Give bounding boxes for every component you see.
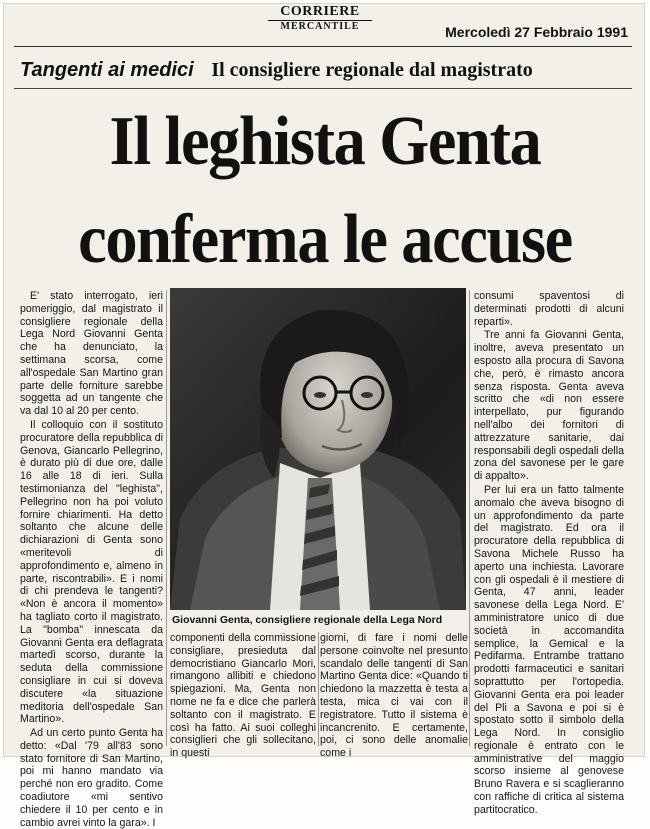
column-divider xyxy=(166,290,167,746)
headline-line-2: conferma le accuse xyxy=(78,201,572,278)
kicker-subtitle: Il consigliere regionale dal magistrato xyxy=(211,59,533,81)
portrait-illustration xyxy=(170,288,466,610)
paragraph: Ad un certo punto Genta ha detto: «Dal '79 all'83 sono stato fornitore di San Martino, poi mi hanno mandato via perché non ero gradito. Come coadiutore «mi sentivo chiedere il 10 per cento e in cambio avrei vinto la gara». I xyxy=(20,727,163,829)
masthead-name: CORRIERE xyxy=(268,4,372,21)
article-column-3 xyxy=(474,290,624,816)
masthead-subname: MERCANTILE xyxy=(280,21,360,32)
kicker-topic: Tangenti ai medici xyxy=(20,59,194,81)
article-column-2a xyxy=(170,632,316,760)
portrait-photo xyxy=(170,288,466,610)
dateline: Mercoledì 27 Febbraio 1991 xyxy=(445,24,628,40)
kicker xyxy=(20,58,533,82)
column-divider xyxy=(469,290,470,746)
masthead xyxy=(268,4,372,33)
headline-line-1: Il leghista Genta xyxy=(109,103,541,180)
paragraph: Tre anni fa Giovanni Genta, inoltre, aveva presentato un esposto alla procura di Savona che, però, è rimasto ancora senza risposta. Genta aveva scritto che «di non essere interpellato, pur figurando nell'albo dei fornitori di attrezzature sanitarie, dai responsabili degli ospedali della zona del savonese per le gare di appalto». xyxy=(474,329,624,483)
paragraph: giorni, di fare i nomi delle persone coinvolte nel presunto scandalo delle tangenti di San Martino Genta dice: «Quando ti chiedono la mazzetta è testa a testa, mica ci vai con il registratore. Tutto il sistema è incancrenito. E certamente, poi, ci sono delle anomalie come i xyxy=(320,632,468,760)
paragraph: componenti della commissione consigliare, presieduta dal democristiano Giancarlo Mori, rimangono allibiti e chiedono spiegazioni. Ma, Genta non nome ne fa e dice che parlerà soltanto con il magistrato. E così ha fatto. Ai suoi colleghi consiglieri che gli sollecitano, in questi xyxy=(170,632,316,760)
paragraph: E' stato interrogato, ieri pomeriggio, dal magistrato il consigliere regionale della Lega Nord Giovanni Genta che ha denunciato, la settimana scorsa, come all'ospedale San Martino gran parte delle forniture sarebbe soggetta ad un tangente che va dal 10 al 20 per cento. xyxy=(20,290,163,418)
article-column-2b xyxy=(320,632,468,760)
column-divider xyxy=(318,632,319,746)
paragraph: Per lui era un fatto talmente anomalo che aveva bisogno di un approfondimento da parte del magistrato. Ed ora il procuratore della repubblica di Savona Michele Russo ha aperto una inchiesta. Lavorare con gli ospedali è il mestiere di Genta, 47 anni, leader savonese della Lega Nord. E' amministratore unico di due società in accomandita semplice, la Gemical e la Pedifarma. Entrambe trattano prodotti farmaceutici e sanitari soprattutto per l'ortopedia. Giovanni Genta era poi leader del Pli a Savona e poi si è spostato sotto il simbolo della Lega Nord. In consiglio regionale è entrato con le amministrative del maggio scorso insieme al genovese Bruno Ravera e si scaglieranno con raffiche di critica al sistema partitocratico. xyxy=(474,483,624,816)
article-column-1 xyxy=(20,290,163,829)
paragraph: Il colloquio con il sostituto procuratore della repubblica di Genova, Giancarlo Pellegrino, è durato più di due ore, dalle 16 alle 18 di ieri. Sulla testimonianza del "leghista", Pellegrino non ha poi voluto fornire chiarimenti. Ha detto soltanto che alcune delle dichiarazioni di Genta sono «meritevoli di approfondimento e, almeno in parte, riscontrabili». E i nomi di chi prendeva le tangenti? «Non è ancora il momento» ha tagliato corto il magistrato. La "bomba" innescata da Giovanni Genta era deflagrata martedì scorso, durante la seduta della commissione consigliare in cui si doveva discutere «la situazione meditoria dell'ospedale San Martino». xyxy=(20,418,163,726)
photo-caption: Giovanni Genta, consigliere regionale della Lega Nord xyxy=(172,614,443,626)
paragraph: consumi spaventosi di determinati prodotti di alcuni reparti». xyxy=(474,290,624,328)
kicker-rule xyxy=(14,88,632,89)
top-rule xyxy=(14,46,632,47)
